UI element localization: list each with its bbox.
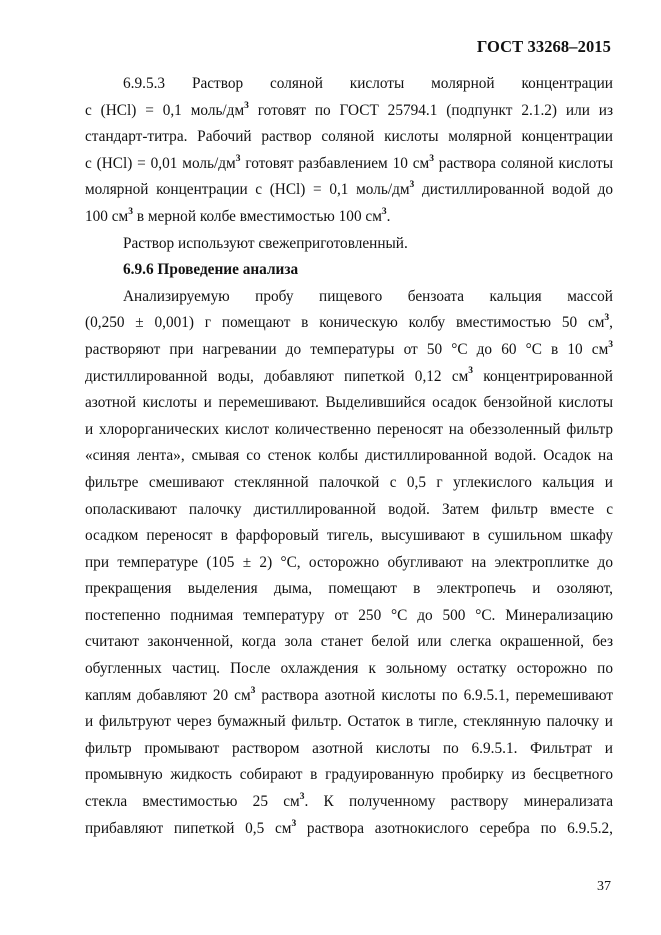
text-line: каплям добавляют 20 $см^3$ раствора азотной кислоты по 6.9.5.1, перемешивают	[85, 685, 614, 704]
standard-header: ГОСТ 33268–2015	[476, 37, 611, 56]
text-line: считают законченной, когда зола станет белой или слегка окрашенной, без	[85, 633, 613, 651]
text-line: ополаскивают палочку дистиллированной водой. Затем фильтр вместе с	[85, 500, 613, 518]
text-line: 6.9.5.3 Раствор соляной кислоты молярной концентрации	[123, 75, 613, 92]
text-line: молярной концентрации c (HCl) = 0,1 моль/$дм^3$ дистиллированной водой до	[85, 180, 614, 199]
text-line: Анализируемую пробу пищевого бензоата кальция массой	[123, 287, 613, 305]
text-line: фильтр промывают раствором азотной кислоты по 6.9.5.1. Фильтрат и	[85, 739, 613, 757]
text-line: фильтре смешивают стеклянной палочкой с 0,5 г углекислого кальция и	[85, 473, 613, 491]
text-line: 100 $см^3$ в мерной колбе вместимостью 100 $см^3$.	[85, 206, 391, 225]
text-line: при температуре (105 ± 2) °C, осторожно обугливают на электроплитке до	[85, 553, 613, 571]
text-line: Раствор используют свежеприготовленный.	[123, 234, 408, 252]
text-line: стекла вместимостью 25 $см^3$. К полученному раствору минерализата	[85, 791, 614, 811]
text-line: c (HCl) = 0,01 моль/$дм^3$ готовят разбавлением 10 $см^3$ раствора соляной кислоты	[85, 153, 613, 172]
text-line: постепенно поднимая температуру от 250 °C до 500 °C. Минерализацию	[85, 606, 613, 624]
text-line: дистиллированной воды, добавляют пипеткой 0,12 $см^3$ концентрированной	[85, 366, 613, 385]
text-line: c (HCl) = 0,1 моль/$дм^3$ готовят по ГОСТ 25794.1 (подпункт 2.1.2) или из	[85, 100, 613, 119]
paragraph-6-9-6	[85, 284, 613, 842]
text-line: и хлорорганических кислот количественно переносят на обеззоленный фильтр	[85, 420, 613, 438]
text-line: азотной кислоты и перемешивают. Выделившийся осадок бензойной кислоты	[85, 394, 613, 412]
page-number: 37	[597, 879, 611, 894]
text-line: прекращения выделения дыма, помещают в электропечь и озоляют,	[85, 580, 613, 598]
text-line: стандарт-титра. Рабочий раствор соляной кислоты молярной концентрации	[85, 128, 613, 146]
text-line: промывную жидкость собирают в градуированную пробирку из бесцветного	[85, 766, 613, 784]
text-line: обугленных частиц. После охлаждения к зольному остатку осторожно по	[85, 660, 613, 678]
section-heading-6-9-6: 6.9.6 Проведение анализа	[123, 261, 299, 279]
document-body	[85, 71, 613, 842]
text-line: «синяя лента», смывая со стенок колбы дистиллированной водой. Осадок на	[85, 447, 613, 465]
text-line: осадком переносят в фарфоровый тигель, высушивают в сушильном шкафу	[85, 527, 613, 545]
text-line: и фильтруют через бумажный фильтр. Остаток в тигле, стеклянную палочку и	[85, 713, 613, 731]
text-line: (0,250 ± 0,001) г помещают в коническую колбу вместимостью 50 $см^3$,	[85, 313, 613, 332]
paragraph-fresh-note	[85, 231, 613, 258]
text-line: прибавляют пипеткой 0,5 $см^3$ раствора азотнокислого серебра по 6.9.5.2,	[85, 818, 614, 837]
text-line: растворяют при нагревании до температуры от 50 °C до 60 °C в 10 $см^3$	[85, 339, 613, 358]
paragraph-6-9-5-3	[85, 71, 613, 231]
